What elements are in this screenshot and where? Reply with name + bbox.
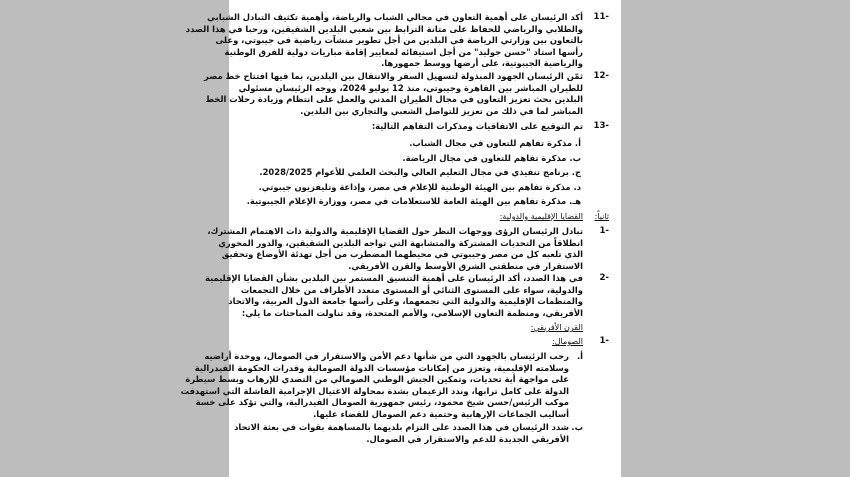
document-content <box>180 0 621 477</box>
item-number: 1- <box>599 226 609 236</box>
text-line: وسلامته الإقليمية، وتعزز من إمكانات مؤسسات الدولة الصومالية وقدرات الحكومة الفيدرالية <box>194 362 569 373</box>
item-number: 11- <box>593 12 609 22</box>
text-line: أكد الرئيسان على أهمية التعاون في مجالي الشباب والرياضة، وأهمية تكثيف التبادل الشبابي <box>207 12 583 22</box>
text-line: الدولة على كامل ترابها، وندد الزعيمان بشدة بمحاولة الاغتيال الإجرامية الفاشلة التي استهدفت <box>180 385 569 396</box>
list-item <box>180 351 609 421</box>
list-item <box>234 422 609 445</box>
text-line: المباشر لما في ذلك من تعزيز للتواصل الشعبي والتجاري بين البلدين. <box>300 105 583 116</box>
text-line: بالتعاون بين وزارتي الرياضة في البلدين من أجل تطوير منشآت رياضية في جيبوتي، وعلى <box>215 35 583 46</box>
section-title: القضايا الإقليمية والدولية: <box>499 212 583 221</box>
list-item <box>241 121 609 133</box>
text-line: رحب الرئيسان بالجهود التي من شأنها دعم الأمن والاستقرار في الصومال، ووحدة أراضيه <box>204 351 569 361</box>
text-line: الأفريقي الجديدة للدعم والاستقرار في الصومال. <box>366 433 569 444</box>
item-number: 1- <box>599 336 609 346</box>
text-line: تم التوقيع على الاتفاقيات ومذكرات التفاهم التالية: <box>371 121 583 131</box>
list-item <box>207 226 609 272</box>
list-item <box>205 273 609 319</box>
text-line: والرياضية الجيبوتية، على أرضها ووسط جمهورها. <box>381 58 583 69</box>
item-number: 13- <box>593 121 609 131</box>
text-line: للطيران المباشر بين القاهرة وجيبوتي، منذ 12 يوليو 2024، ووجه الرئيسان مسئولي <box>238 82 583 93</box>
document-page <box>180 0 621 477</box>
item-letter: أ. <box>576 351 583 361</box>
list-item <box>185 12 609 70</box>
item-number: 2- <box>599 273 609 283</box>
item-letter: ب. <box>571 422 583 432</box>
section-title: القرن الأفريقي: <box>530 323 583 332</box>
list-item: هـ. مذكرة تفاهم بين الهيئة العامة للاستعلامات في مصر، ووزارة الإعلام الجيبوتية. <box>246 196 581 207</box>
text-line: موكب الرئيس/حسن شيخ محمود، رئيس جمهورية الصومال الفيدرالية، والتي تؤكد على خسة <box>195 397 569 408</box>
text-line: والطلابي والرياضي للحفاظ على متانة الترابط بين شعبي البلدين الشقيقين، ورحبا في هذا الصدد <box>185 23 583 34</box>
text-line: الذي تلعبه كل من مصر وجيبوتي في محيطهما المضطرب من أجل تهدئة الأوضاع وتحقيق <box>221 249 583 260</box>
list-item: أ. مذكرة تفاهم للتعاون في مجال الشباب. <box>409 138 581 148</box>
text-line: أساليب الجماعات الإرهابية وحتمية دعم الصومال للقضاء عليها. <box>313 408 569 419</box>
text-line: تبادل الرئيسان الرؤى ووجهات النظر حول القضايا الإقليمية والدولية ذات الاهتمام المشترك، <box>207 226 583 236</box>
text-line: البلدين بحث تعزيز التعاون في مجال الطيران المدني والعمل على انتظام وزيادة رحلات الخط <box>205 94 583 105</box>
text-line: الأفريقي، ومنظمة التعاون الإسلامي، والأمم المتحدة، وقد تناولت المباحثات ما يلي: <box>241 307 583 318</box>
list-item <box>203 71 609 117</box>
text-line: في هذا الصدد، أكد الرئيسان على أهمية التنسيق المستمر بين البلدين بشأن القضايا الإقليمية <box>205 273 583 283</box>
text-line: والدولية، سواء على المستوى الثنائي أو المستوى متعدد الأطراف من خلال التجمعات <box>240 284 583 295</box>
text-line: على مواجهة أية تحديات، وتمكين الجيش الوطني الصومالي من التصدي للإرهاب وبسط سيطرة <box>185 374 569 385</box>
text-line: ثمّن الرئيسان الجهود المبذولة لتسهيل السفر والانتقال بين البلدين، بما فيها افتتاح خط مصر <box>203 71 583 81</box>
text-line: انطلاقاً من التحديات المشتركة والمتشابهة التي تواجه البلدين الشقيقين، والدور المحوري <box>218 237 583 248</box>
agreements-list <box>246 138 581 208</box>
item-number: 12- <box>593 71 609 81</box>
list-item: ج. برنامج تنفيذي في مجال التعليم العالي والبحث العلمي للأعوام 2028/2025. <box>259 167 581 178</box>
text-line: شدد الرئيسان في هذا الصدد على التزام بلديهما بالمساهمة بقوات في بعثة الاتحاد <box>234 422 569 432</box>
section-number: ثانياً: <box>594 212 609 221</box>
text-line: الاستقرار في منطقتي الشرق الأوسط والقرن الأفريقي. <box>348 260 583 271</box>
list-item: ب. مذكرة تفاهم للتعاون في مجال الرياضة. <box>402 152 581 163</box>
list-item: د. مذكرة تفاهم بين الهيئة الوطنية للإعلام في مصر، وإذاعة وتليفزيون جيبوتي. <box>258 181 581 192</box>
text-line: والمنظمات الإقليمية والدولية التي تجمعهما، وعلى رأسها جامعة الدول العربية، والاتحاد <box>228 296 583 307</box>
subsection-title: الصومال: <box>552 337 583 346</box>
text-line: رأسها استاد "حسن جوليد" من أجل استيفائه لمعايير إقامة مباريات دولية للفرق الوطنية <box>224 46 583 57</box>
